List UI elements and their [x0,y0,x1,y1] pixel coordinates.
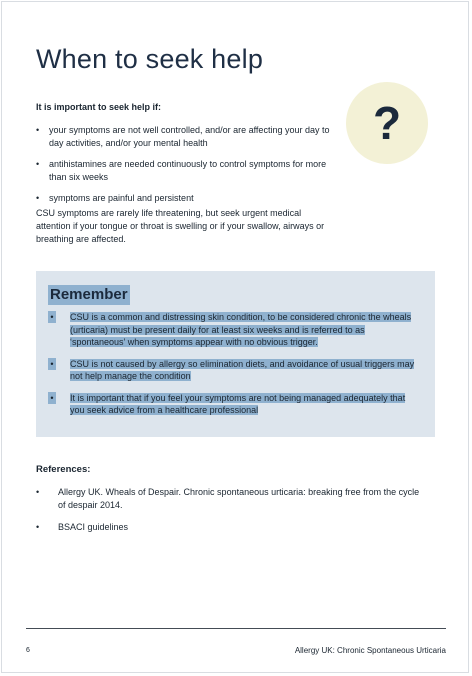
list-item [36,124,336,150]
references-list [36,486,426,543]
bullet-icon: • [36,522,40,532]
bullet-icon: • [36,487,40,497]
remember-heading: Remember [50,286,128,303]
bullet-icon: • [48,358,56,370]
list-item [36,486,426,512]
list-item [48,311,420,349]
page-title: When to seek help [36,44,264,74]
list-item [36,521,426,534]
urgent-attention-paragraph: CSU symptoms are rarely life threatening, but seek urgent medical attention if your tongue or throat is swelling or if your swallow, airways or breathing are affected. [36,208,325,244]
remember-item-text: It is important that if you feel your symptoms are not being managed adequately that you seek advice from a healthcare professional [70,392,406,415]
bullet-icon: • [36,159,40,169]
remember-list [48,311,420,426]
bullet-icon: • [36,193,40,203]
bullet-icon: • [36,125,40,135]
bullet-icon: • [48,392,56,404]
intro-heading: It is important to seek help if: [36,102,162,112]
remember-item-text: CSU is a common and distressing skin condition, to be considered chronic the wheals (urticaria) must be present daily for at least six weeks and is referred to as ‘spontaneous’ when symptoms appear with no obvious trigger. [70,312,412,347]
list-item [36,192,336,205]
reference-text: Allergy UK. Wheals of Despair. Chronic spontaneous urticaria: breaking free from the cycle of despair 2014. [58,487,420,510]
footer-divider [26,628,446,629]
question-mark-icon [346,82,428,164]
references-heading: References: [36,464,91,475]
remember-item-text: CSU is not caused by allergy so elimination diets, and avoidance of usual triggers may not help manage the condition [70,358,415,381]
intro-bullet-list [36,124,336,213]
bullet-icon: • [48,311,56,323]
page-number: 6 [26,647,30,654]
list-item [48,358,420,383]
list-item [36,158,336,184]
footer-title: Allergy UK: Chronic Spontaneous Urticaria [294,646,446,655]
list-item [48,392,420,417]
list-item-text: symptoms are painful and persistent [49,193,194,203]
question-mark-glyph: ? [372,97,402,149]
remember-box [36,271,435,437]
reference-text: BSACI guidelines [58,522,129,532]
list-item-text: antihistamines are needed continuously to control symptoms for more than six weeks [49,159,327,182]
list-item-text: your symptoms are not well controlled, and/or are affecting your day to day activities, and/or your mental health [49,125,330,148]
